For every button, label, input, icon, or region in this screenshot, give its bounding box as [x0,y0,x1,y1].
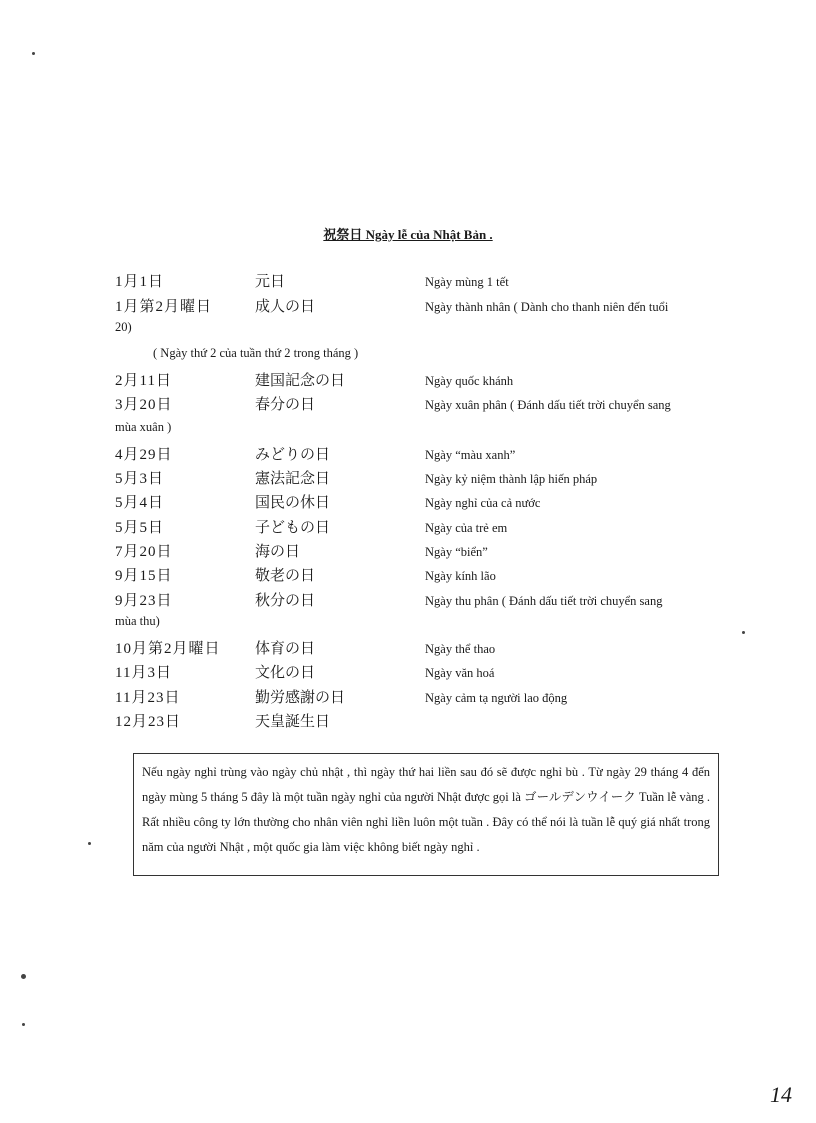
holiday-row [0,561,816,585]
note-box: Nếu ngày nghỉ trùng vào ngày chủ nhật , thì ngày thứ hai liền sau đó sẽ được nghỉ bù . Từ ngày 29 tháng 4 đến ngày mùng 5 tháng 5 đây là một tuần ngày nghỉ của người Nhật được gọi là ゴールデンウイーク Tuần lễ vàng . Rất nhiều công ty lớn thường cho nhân viên nghỉ liền luôn một tuần . Đây có thể nói là tuần lễ quý giá nhất trong năm của người Nhật , một quốc gia làm việc không biết ngày nghỉ . [133,753,719,876]
holiday-name-jp: 海の日 [255,544,301,560]
holiday-desc: Ngày văn hoá [425,666,495,680]
holiday-row [0,658,816,682]
scan-speck [742,631,745,634]
holiday-date: 1月1日 [115,274,165,290]
scan-speck [32,52,35,55]
holiday-date: 5月5日 [115,520,165,536]
holiday-row [0,683,816,707]
holiday-name-jp: 体育の日 [255,641,316,657]
holiday-row [0,292,816,316]
desc-continuation: mùa thu) [115,614,160,628]
holiday-date: 10月第2月曜日 [115,641,221,657]
holiday-name-jp: 子どもの日 [255,520,331,536]
holiday-desc: Ngày mùng 1 tết [425,275,509,289]
holiday-date: 9月23日 [115,593,173,609]
holiday-name-jp: 天皇誕生日 [255,714,331,730]
holiday-desc: Ngày quốc khánh [425,374,514,388]
holiday-desc: Ngày cảm tạ người lao động [425,691,568,705]
holiday-row [0,390,816,414]
holiday-name-jp: 敬老の日 [255,568,316,584]
holiday-row [0,537,816,561]
holiday-name-jp: 文化の日 [255,665,316,681]
holiday-desc: Ngày thành nhân ( Dành cho thanh niên đến tuổi [425,300,669,314]
holiday-date: 3月20日 [115,397,173,413]
holiday-date: 9月15日 [115,568,173,584]
holiday-date: 7月20日 [115,544,173,560]
holiday-row [0,513,816,537]
holiday-name-jp: 国民の休日 [255,495,331,511]
holiday-desc: Ngày nghỉ của cả nước [425,496,541,510]
desc-continuation: ( Ngày thứ 2 của tuần thứ 2 trong tháng ) [153,346,359,360]
page-title: 祝祭日 Ngày lễ của Nhật Bản . [323,227,493,242]
holiday-date: 4月29日 [115,447,173,463]
holiday-name-jp: 憲法記念日 [255,471,331,487]
holiday-date: 5月3日 [115,471,165,487]
holiday-name-jp: 春分の日 [255,397,316,413]
holiday-date: 12月23日 [115,714,182,730]
holiday-name-jp: 元日 [255,274,286,290]
holiday-date: 11月23日 [115,690,181,706]
holiday-desc: Ngày thu phân ( Đánh dấu tiết trời chuyển sang [425,594,663,608]
scan-speck [21,974,26,979]
holiday-row [0,634,816,658]
holiday-row [0,707,816,731]
holiday-row [0,366,816,390]
holiday-row [0,440,816,464]
scan-speck [22,1023,25,1026]
holiday-desc: Ngày kỷ niệm thành lập hiến pháp [425,472,598,486]
holiday-name-jp: 成人の日 [255,299,316,315]
holiday-name-jp: みどりの日 [255,447,331,463]
holiday-desc: Ngày “biển” [425,545,488,559]
holiday-desc: Ngày xuân phân ( Đánh dấu tiết trời chuyển sang [425,398,671,412]
holiday-desc: Ngày của trẻ em [425,521,508,535]
holiday-desc: Ngày “màu xanh” [425,448,516,462]
holiday-date: 5月4日 [115,495,165,511]
holiday-row [0,488,816,512]
holiday-date: 2月11日 [115,373,172,389]
holiday-name-jp: 建国記念の日 [255,373,346,389]
holiday-desc: Ngày thể thao [425,642,496,656]
holiday-name-jp: 秋分の日 [255,593,316,609]
holiday-name-jp: 勤労感謝の日 [255,690,346,706]
holiday-date: 1月第2月曜日 [115,299,213,315]
desc-continuation: 20) [115,320,132,334]
holiday-desc: Ngày kính lão [425,569,496,583]
desc-continuation: mùa xuân ) [115,420,172,434]
holiday-row [0,464,816,488]
holiday-row [0,586,816,610]
page-number: 14 [770,1082,792,1107]
holiday-row [0,267,816,291]
scan-speck [88,842,91,845]
holiday-date: 11月3日 [115,665,172,681]
